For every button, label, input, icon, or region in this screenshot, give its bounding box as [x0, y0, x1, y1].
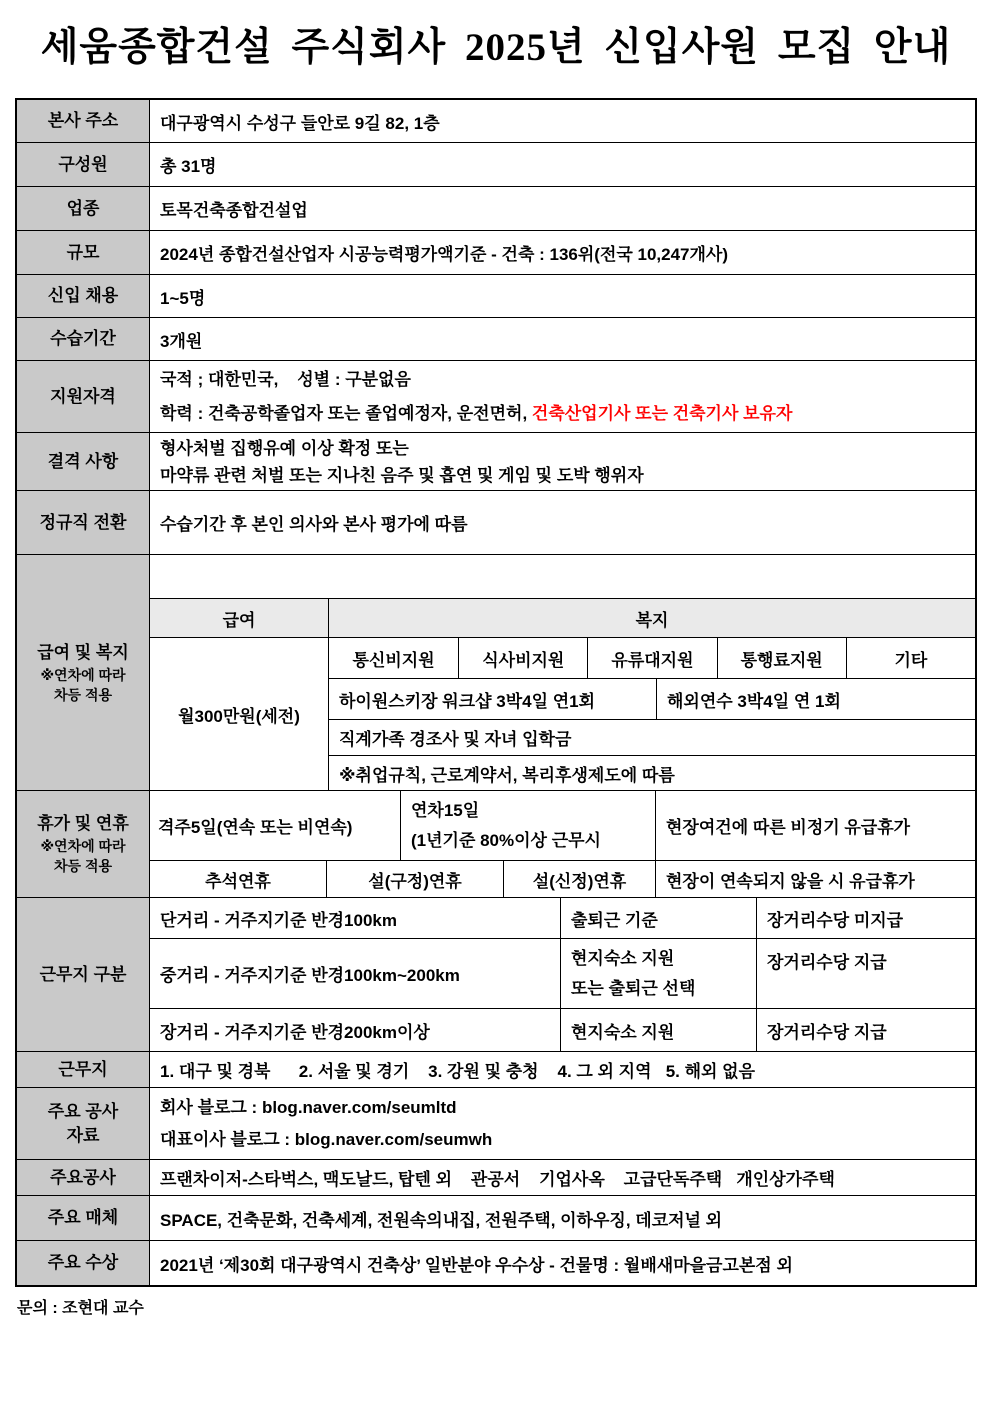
welfare-family-row: [329, 719, 975, 755]
workplace-category-label: 근무지 구분: [17, 898, 149, 1051]
probation-label: 수습기간: [17, 318, 149, 360]
awards-label: 주요 수상: [17, 1241, 149, 1285]
salary-welfare-empty-row: [150, 555, 975, 598]
regular-conversion-label: 정규직 전환: [17, 491, 149, 554]
reference-label: [17, 1088, 149, 1159]
welfare-item: 기타: [846, 638, 975, 678]
row-workplace-category: [17, 897, 975, 1051]
salary-welfare-label: [17, 555, 149, 790]
holiday-solar-new-year: 설(신정)연휴: [503, 861, 655, 897]
row-regular-conversion: [17, 490, 975, 554]
holiday-label-main: 휴가 및 연휴: [37, 814, 129, 833]
qualification-line2: [160, 397, 792, 431]
salary-welfare-label-note2: 차등 적용: [54, 686, 112, 703]
row-hq-address: [17, 100, 975, 142]
welfare-trips-row: [329, 678, 975, 719]
salary-header: 급여: [222, 610, 256, 630]
row-industry: [17, 186, 975, 230]
hiring-label: 신입 채용: [17, 275, 149, 317]
salary-welfare-body: [150, 637, 975, 790]
ceo-blog: 대표이사 블로그 : blog.naver.com/seumwh: [160, 1129, 493, 1149]
holiday-row2: [150, 860, 975, 897]
welfare-note-row: [329, 755, 975, 790]
workplace-long-row: [150, 1008, 975, 1051]
row-holiday: [17, 790, 975, 897]
company-blog: 회사 블로그 : blog.naver.com/seumltd: [160, 1097, 457, 1117]
workplace-short-basis: 출퇴근 기준: [560, 898, 756, 938]
row-awards: [17, 1240, 975, 1285]
welfare-items-row: [329, 638, 975, 678]
welfare-grid: [328, 638, 975, 790]
holiday-row1: [150, 791, 975, 860]
holiday-irregular: 현장여건에 따른 비정기 유급휴가: [655, 791, 975, 860]
workplace-mid-allowance: 장거리수당 지급: [756, 939, 975, 1008]
disqualification-line2: 마약류 관련 처벌 또는 지나친 음주 및 흡연 및 게임 및 도박 행위자: [160, 465, 644, 485]
major-projects-label: 주요공사: [17, 1160, 149, 1195]
holiday-site-gap-paid: 현장이 연속되지 않을 시 유급휴가: [655, 861, 975, 897]
workplace-value: 1. 대구 및 경북 2. 서울 및 경기 3. 강원 및 충청 4. 그 외 지역 5. 해외 없음: [160, 1062, 756, 1081]
welfare-family: 직계가족 경조사 및 자녀 입학금: [339, 730, 572, 749]
members-value: 총 31명: [160, 157, 217, 176]
row-members: [17, 142, 975, 186]
recruitment-table: [15, 98, 977, 1287]
workplace-mid-range: 중거리 - 거주지기준 반경100km~200km: [160, 966, 460, 985]
members-label: 구성원: [17, 143, 149, 186]
industry-value: 토목건축종합건설업: [160, 201, 308, 220]
scale-value: 2024년 종합건설산업자 시공능력평가액기준 - 건축 : 136위(전국 10,247개사): [160, 245, 729, 264]
qualification-line2-text: 학력 : 건축공학졸업자 또는 졸업예정자, 운전면허,: [160, 403, 532, 423]
row-qualification: [17, 360, 975, 432]
media-value: SPACE, 건축문화, 건축세계, 전원속의내집, 전원주택, 이하우징, 데코저널 외: [160, 1210, 723, 1230]
workplace-mid-row: [150, 938, 975, 1008]
welfare-item: 유류대지원: [587, 638, 716, 678]
workplace-mid-basis-line2: 또는 출퇴근 선택: [571, 978, 696, 998]
row-media: [17, 1195, 975, 1240]
media-label: 주요 매체: [17, 1196, 149, 1240]
hiring-value: 1~5명: [160, 288, 206, 308]
holiday-label: [17, 791, 149, 897]
holiday-lunar-new-year: 설(구정)연휴: [326, 861, 503, 897]
holiday-label-note1: ※연차에 따라: [40, 838, 126, 854]
salary-welfare-empty-cell: [150, 555, 975, 598]
row-disqualification: [17, 432, 975, 490]
salary-welfare-subheader: [150, 598, 975, 637]
welfare-note: ※취업규칙, 근로계약서, 복리후생제도에 따름: [339, 765, 675, 785]
workplace-label: 근무지: [17, 1052, 149, 1087]
probation-value: 3개원: [160, 331, 203, 351]
workplace-short-range: 단거리 - 거주지기준 반경100km: [160, 910, 397, 930]
qualification-line1: 국적 ; 대한민국, 성별 : 구분없음: [160, 369, 411, 389]
contact-note: 문의 : 조현대 교수: [17, 1300, 144, 1317]
holiday-annual: [400, 791, 655, 860]
regular-conversion-value: 수습기간 후 본인 의사와 본사 평가에 따름: [160, 515, 468, 534]
welfare-trip: 해외연수 3박4일 연 1회: [656, 679, 975, 719]
holiday-annual-line1: 연차15일: [411, 800, 480, 820]
holiday-chuseok: 추석연휴: [205, 871, 271, 891]
workplace-long-range: 장거리 - 거주지기준 반경200km이상: [160, 1022, 430, 1042]
salary-value: 월300만원(세전): [178, 706, 300, 726]
welfare-item: 통신비지원: [352, 650, 435, 670]
reference-label-line1: 주요 공사: [47, 1101, 119, 1121]
row-salary-welfare: [17, 554, 975, 790]
reference-label-line2: 자료: [66, 1125, 100, 1145]
workplace-mid-basis: [560, 939, 756, 1008]
holiday-label-note2: 차등 적용: [54, 858, 112, 874]
qualification-label: 지원자격: [17, 361, 149, 432]
scale-label: 규모: [17, 231, 149, 274]
qualification-line2-highlight: 건축산업기사 또는 건축기사 보유자: [531, 403, 793, 423]
welfare-item: 통행료지원: [717, 638, 846, 678]
workplace-mid-basis-line1: 현지숙소 지원: [571, 948, 675, 968]
disqualification-label: 결격 사항: [17, 433, 149, 490]
page-title: 세움종합건설 주식회사 2025년 신입사원 모집 안내: [40, 26, 952, 69]
welfare-header: 복지: [328, 599, 975, 637]
row-major-projects: [17, 1159, 975, 1195]
disqualification-line1: 형사처벌 집행유예 이상 확정 또는: [160, 438, 409, 458]
holiday-biweekly: 격주5일(연속 또는 비연속): [158, 818, 353, 837]
row-probation: [17, 317, 975, 360]
welfare-trip: 하이원스키장 워크샵 3박4일 연1회: [339, 691, 596, 711]
hq-address-value: 대구광역시 수성구 들안로 9길 82, 1층: [160, 113, 440, 133]
row-hiring: [17, 274, 975, 317]
major-projects-value: 프랜차이저-스타벅스, 맥도날드, 탑텐 외 관공서 기업사옥 고급단독주택 개인상가주택: [160, 1170, 835, 1189]
industry-label: 업종: [17, 187, 149, 230]
salary-welfare-label-main: 급여 및 복지: [37, 642, 129, 662]
hq-address-label: 본사 주소: [17, 100, 149, 142]
welfare-item: 식사비지원: [458, 638, 587, 678]
workplace-long-allowance: 장거리수당 지급: [756, 1009, 975, 1051]
row-reference: [17, 1087, 975, 1159]
holiday-annual-line2: (1년기준 80%이상 근무시: [411, 830, 601, 850]
row-workplace: [17, 1051, 975, 1087]
awards-value: 2021년 ‘제30회 대구광역시 건축상’ 일반분야 우수상 - 건물명 : 월배새마을금고본점 외: [160, 1255, 793, 1275]
salary-welfare-label-note1: ※연차에 따라: [40, 666, 126, 683]
workplace-short-allowance: 장거리수당 미지급: [756, 898, 975, 938]
row-scale: [17, 230, 975, 274]
workplace-short-row: [150, 898, 975, 938]
workplace-long-basis: 현지숙소 지원: [560, 1009, 756, 1051]
